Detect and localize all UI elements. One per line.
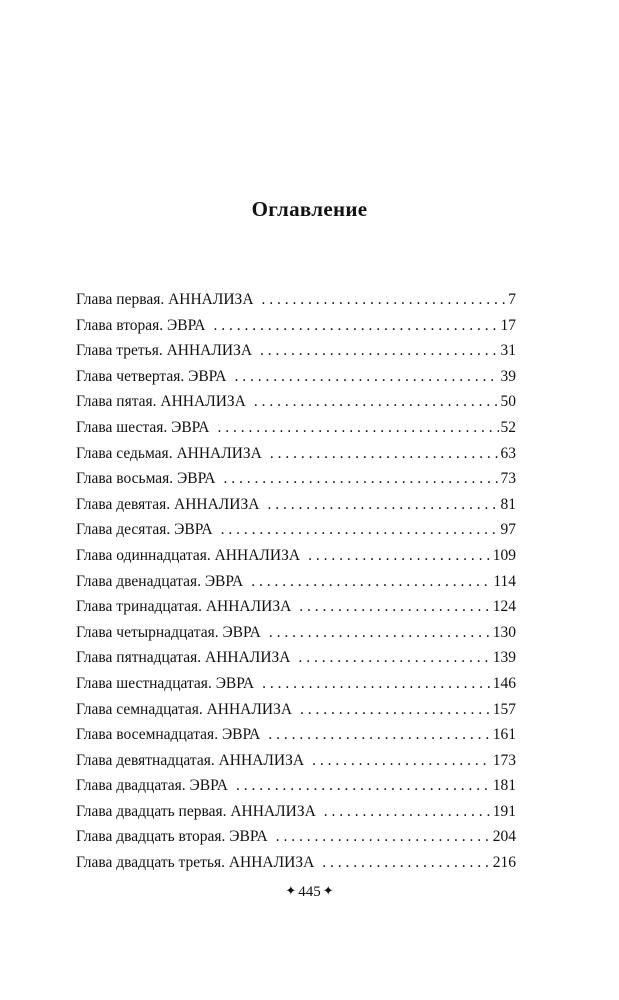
- dot-leader: [235, 364, 499, 390]
- toc-entry-page-number: 146: [492, 674, 516, 692]
- toc-entry-label: Глава пятая. АННАЛИЗА: [76, 393, 246, 411]
- toc-entry[interactable]: [76, 364, 516, 390]
- toc-entry[interactable]: [76, 569, 516, 595]
- toc-entry-page-number: 157: [492, 700, 516, 718]
- toc-entry[interactable]: [76, 287, 516, 313]
- toc-entry-page-number: 173: [492, 751, 516, 769]
- dot-leader: [276, 824, 491, 850]
- toc-entry-label: Глава десятая. ЭВРА: [76, 521, 213, 539]
- toc-entry[interactable]: [76, 671, 516, 697]
- toc-entry-label: Глава двадцать вторая. ЭВРА: [76, 828, 268, 846]
- toc-entry[interactable]: [76, 313, 516, 339]
- toc-entry-page-number: 216: [492, 854, 516, 872]
- toc-entry-label: Глава третья. АННАЛИЗА: [76, 342, 253, 360]
- toc-entry[interactable]: [76, 389, 516, 415]
- toc-entry-label: Глава пятнадцатая. АННАЛИЗА: [76, 649, 291, 667]
- toc-entry-page-number: 31: [500, 342, 516, 360]
- toc-entry-page-number: 161: [492, 726, 516, 744]
- toc-entry-page-number: 73: [500, 470, 516, 488]
- dot-leader: [300, 697, 491, 723]
- toc-entry[interactable]: [76, 594, 516, 620]
- toc-entry[interactable]: [76, 773, 516, 799]
- toc-entry-label: Глава двенадцатая. ЭВРА: [76, 572, 244, 590]
- toc-entry[interactable]: [76, 517, 516, 543]
- toc-entry-label: Глава восемнадцатая. ЭВРА: [76, 726, 261, 744]
- toc-entry-label: Глава вторая. ЭВРА: [76, 316, 206, 334]
- toc-entry-label: Глава шестнадцатая. ЭВРА: [76, 674, 255, 692]
- toc-entry[interactable]: [76, 645, 516, 671]
- toc-entry-label: Глава двадцать первая. АННАЛИЗА: [76, 802, 316, 820]
- toc-entry-page-number: 63: [500, 444, 516, 462]
- dot-leader: [308, 543, 491, 569]
- toc-entry-page-number: 204: [492, 828, 516, 846]
- dot-leader: [270, 441, 499, 467]
- toc-entry[interactable]: [76, 415, 516, 441]
- page-number: 445: [298, 884, 321, 900]
- toc-entry-page-number: 7: [508, 291, 516, 308]
- toc-entry[interactable]: [76, 748, 516, 774]
- toc-entry[interactable]: [76, 338, 516, 364]
- dot-leader: [262, 287, 507, 313]
- toc-entry-label: Глава девятнадцатая. АННАЛИЗА: [76, 751, 305, 769]
- toc-entry-label: Глава шестая. ЭВРА: [76, 418, 210, 436]
- folio-ornament-left-icon: ✦: [285, 883, 297, 898]
- toc-entry-label: Глава тринадцатая. АННАЛИЗА: [76, 598, 292, 616]
- toc-entry[interactable]: [76, 492, 516, 518]
- toc-entry-label: Глава восьмая. ЭВРА: [76, 470, 216, 488]
- dot-leader: [236, 773, 491, 799]
- toc-entry-page-number: 52: [500, 418, 516, 436]
- dot-leader: [269, 620, 491, 646]
- dot-leader: [221, 517, 499, 543]
- toc-entry-page-number: 130: [492, 623, 516, 641]
- toc-entry[interactable]: [76, 824, 516, 850]
- toc-entry-page-number: 17: [500, 316, 516, 334]
- toc-entry-page-number: 114: [493, 572, 516, 590]
- table-of-contents: [76, 287, 516, 876]
- toc-entry[interactable]: [76, 697, 516, 723]
- toc-entry[interactable]: [76, 441, 516, 467]
- dot-leader: [268, 722, 490, 748]
- toc-entry-label: Глава двадцать третья. АННАЛИЗА: [76, 854, 315, 872]
- toc-entry-label: Глава двадцатая. ЭВРА: [76, 777, 228, 795]
- dot-leader: [298, 645, 490, 671]
- toc-entry-label: Глава семнадцатая. АННАЛИЗА: [76, 700, 293, 718]
- dot-leader: [322, 850, 490, 876]
- dot-leader: [223, 466, 498, 492]
- dot-leader: [262, 671, 491, 697]
- toc-entry[interactable]: [76, 799, 516, 825]
- toc-entry-label: Глава девятая. АННАЛИЗА: [76, 495, 260, 513]
- toc-entry-page-number: 109: [492, 546, 516, 564]
- folio-ornament-right-icon: ✦: [322, 883, 334, 898]
- toc-entry-label: Глава четвертая. ЭВРА: [76, 367, 227, 385]
- page-folio: [0, 883, 619, 901]
- dot-leader: [312, 748, 491, 774]
- page-title: Оглавление: [251, 197, 368, 222]
- dot-leader: [251, 569, 491, 595]
- toc-entry-label: Глава одиннадцатая. АННАЛИЗА: [76, 546, 301, 564]
- dot-leader: [260, 338, 498, 364]
- toc-entry-label: Глава четырнадцатая. ЭВРА: [76, 623, 261, 641]
- toc-entry-page-number: 97: [500, 521, 516, 539]
- toc-entry-page-number: 81: [500, 495, 516, 513]
- toc-entry-page-number: 50: [500, 393, 516, 411]
- toc-entry-page-number: 39: [500, 367, 516, 385]
- toc-entry-label: Глава седьмая. АННАЛИЗА: [76, 444, 262, 462]
- toc-entry-page-number: 191: [492, 802, 516, 820]
- toc-entry[interactable]: [76, 543, 516, 569]
- toc-entry[interactable]: [76, 466, 516, 492]
- dot-leader: [267, 492, 498, 518]
- dot-leader: [213, 313, 498, 339]
- toc-entry-page-number: 124: [492, 598, 516, 616]
- toc-entry[interactable]: [76, 620, 516, 646]
- dot-leader: [217, 415, 498, 441]
- dot-leader: [299, 594, 490, 620]
- dot-leader: [324, 799, 491, 825]
- toc-entry[interactable]: [76, 722, 516, 748]
- toc-entry[interactable]: [76, 850, 516, 876]
- toc-entry-label: Глава первая. АННАЛИЗА: [76, 291, 254, 308]
- toc-entry-page-number: 181: [492, 777, 516, 795]
- toc-entry-page-number: 139: [492, 649, 516, 667]
- dot-leader: [254, 389, 499, 415]
